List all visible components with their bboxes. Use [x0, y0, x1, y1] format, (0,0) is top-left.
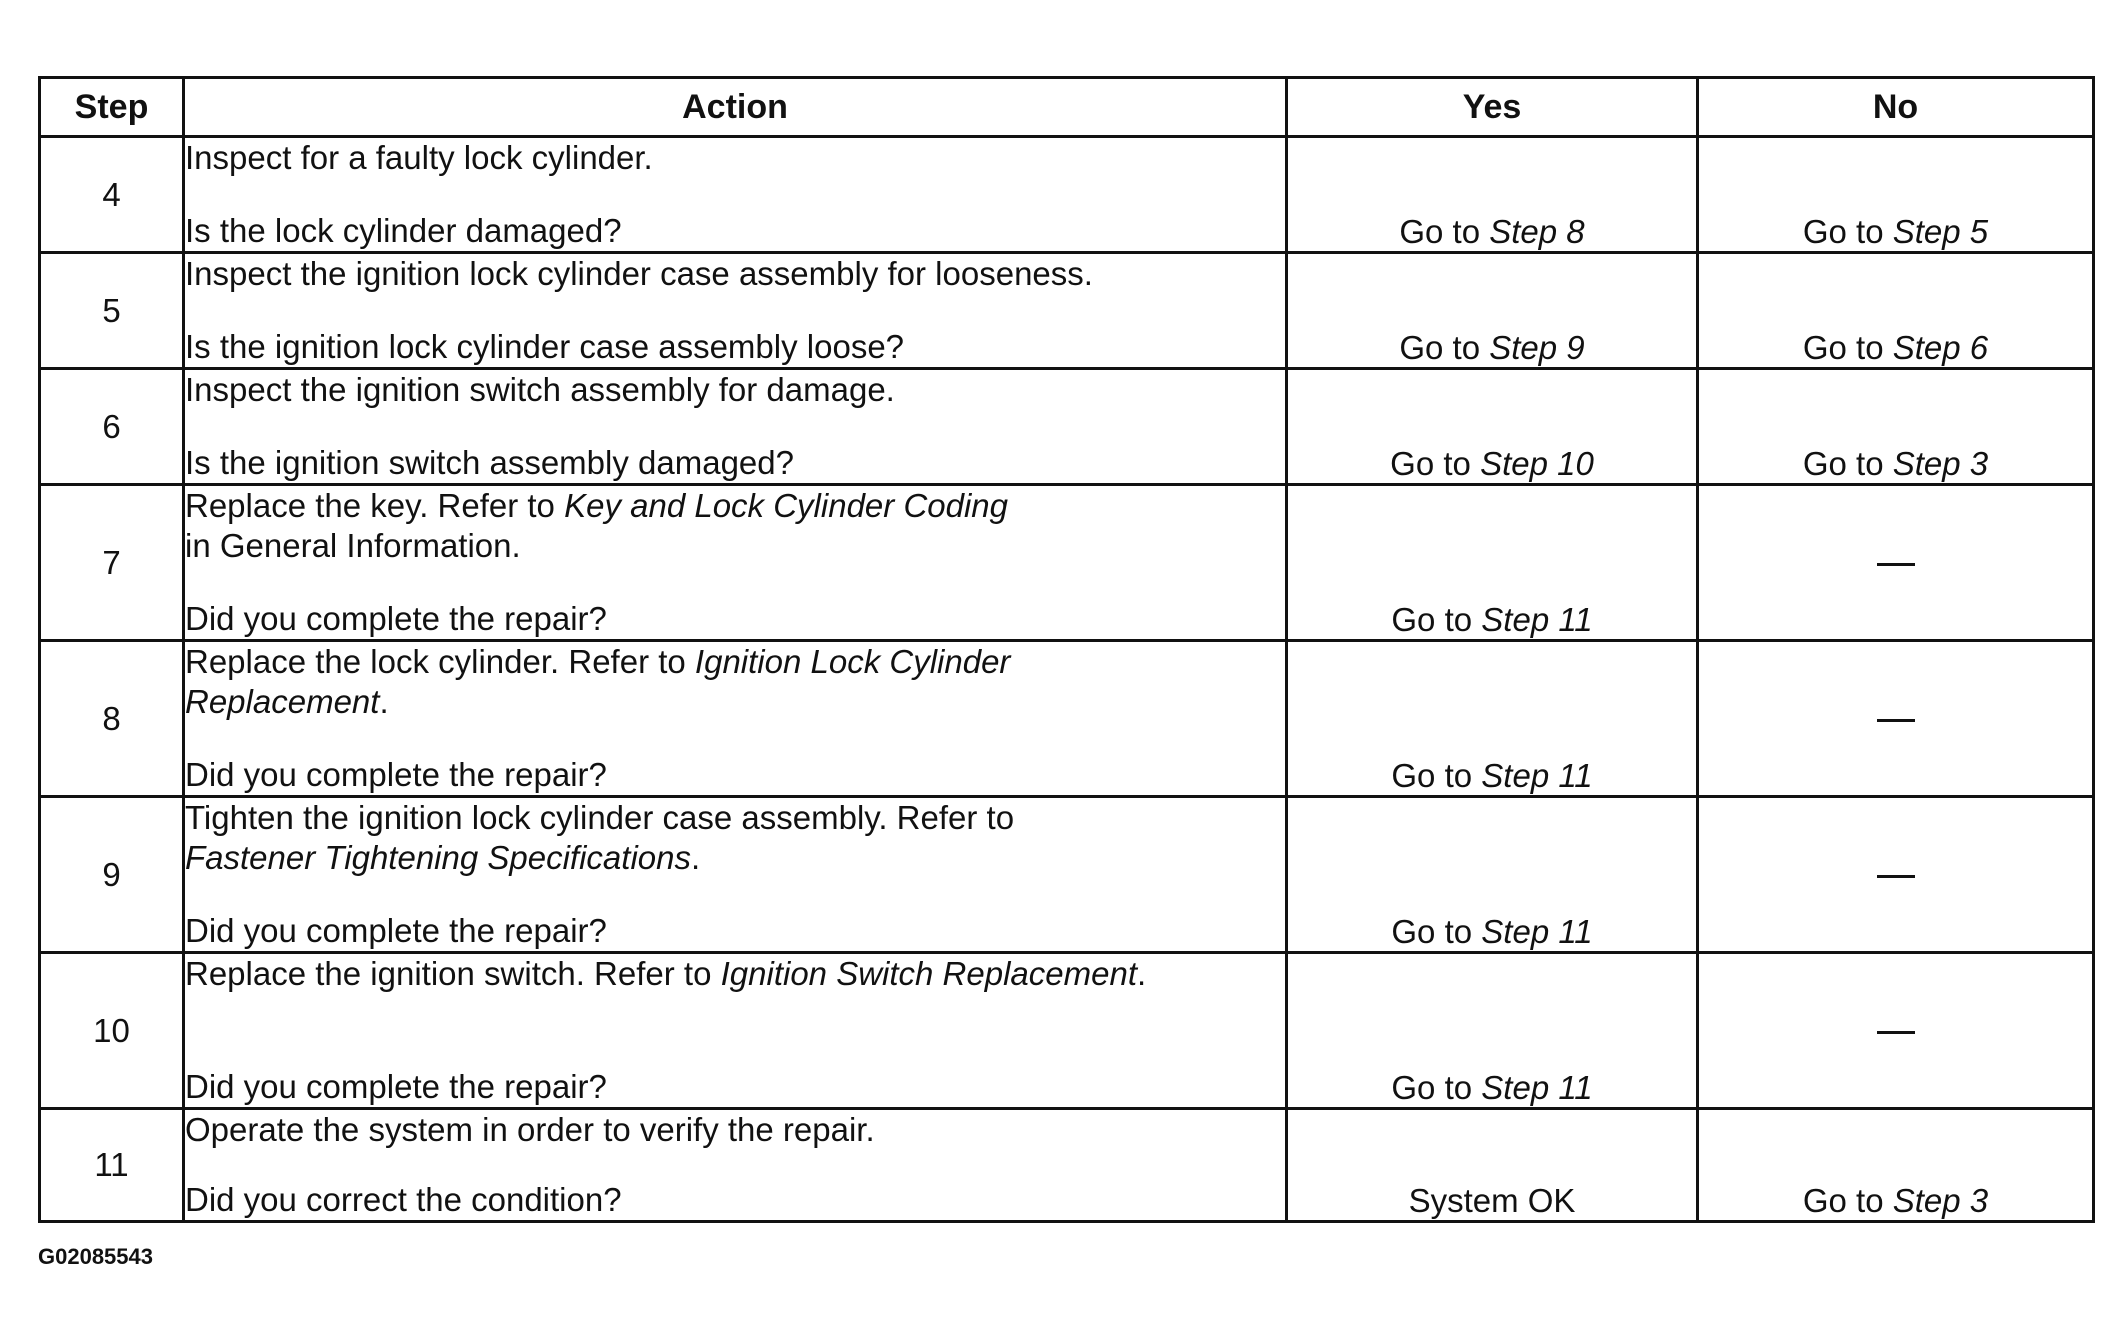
no-step-link: Step 3: [1892, 1182, 1989, 1219]
no-cell: [1698, 369, 2094, 485]
yes-cell: [1287, 641, 1698, 797]
yes-cell: [1287, 485, 1698, 641]
action-question: Is the lock cylinder damaged?: [185, 212, 622, 249]
yes-cell: [1287, 797, 1698, 953]
step-number: 6: [40, 369, 184, 485]
action-text: Inspect the ignition lock cylinder case assembly for looseness.: [185, 255, 1093, 292]
yes-step-link: Step 8: [1489, 213, 1585, 250]
action-text: Replace the ignition switch. Refer to: [185, 955, 721, 992]
action-cell: [184, 369, 1287, 485]
no-cell: [1698, 641, 2094, 797]
action-question: Did you complete the repair?: [185, 912, 607, 949]
action-cell: [184, 797, 1287, 953]
step-number: 10: [40, 953, 184, 1109]
no-text: Go to: [1802, 213, 1893, 250]
figure-id: G02085543: [38, 1244, 153, 1269]
table-row: [40, 1109, 2094, 1222]
action-text: Replace the key. Refer to: [185, 487, 565, 524]
action-instruction: [185, 254, 1285, 294]
action-question: Did you complete the repair?: [185, 600, 607, 637]
yes-step-link: Step 11: [1481, 913, 1593, 950]
yes-text: Go to: [1390, 445, 1481, 482]
action-question: Is the ignition switch assembly damaged?: [185, 444, 794, 481]
dash-mark: [1877, 875, 1915, 878]
action-text: Inspect for a faulty lock cylinder.: [185, 139, 653, 176]
no-step-link: Step 3: [1892, 445, 1989, 482]
yes-text: System OK: [1408, 1182, 1576, 1219]
action-text: Inspect the ignition switch assembly for damage.: [185, 371, 895, 408]
no-step-link: Step 6: [1892, 329, 1989, 366]
diagnostic-table: [38, 76, 2095, 1223]
yes-step-link: Step 11: [1481, 601, 1593, 638]
table-body: [40, 137, 2094, 1222]
header-no: No: [1698, 78, 2094, 137]
action-instruction: [185, 1110, 1285, 1150]
step-number: 7: [40, 485, 184, 641]
yes-cell: [1287, 137, 1698, 253]
dash-mark: [1877, 719, 1915, 722]
yes-cell: [1287, 1109, 1698, 1222]
table-header-row: [40, 78, 2094, 137]
action-text: .: [379, 683, 389, 720]
step-number: 9: [40, 797, 184, 953]
step-number: 11: [40, 1109, 184, 1222]
step-number: 4: [40, 137, 184, 253]
header-yes: Yes: [1287, 78, 1698, 137]
dash-mark: [1877, 563, 1915, 566]
yes-cell: [1287, 369, 1698, 485]
table-row: [40, 253, 2094, 369]
yes-text: Go to: [1399, 329, 1490, 366]
header-action: Action: [184, 78, 1287, 137]
yes-text: Go to: [1391, 1069, 1482, 1106]
action-reference: Fastener Tightening Specifications: [185, 839, 691, 876]
action-question: Is the ignition lock cylinder case assembly loose?: [185, 328, 905, 365]
step-number: 5: [40, 253, 184, 369]
yes-step-link: Step 10: [1480, 445, 1594, 482]
yes-text: Go to: [1391, 601, 1482, 638]
table-row: [40, 485, 2094, 641]
no-text: Go to: [1802, 329, 1893, 366]
no-cell: [1698, 953, 2094, 1109]
header-step: Step: [40, 78, 184, 137]
action-text: .: [691, 839, 701, 876]
action-reference: Ignition Switch Replacement: [720, 955, 1137, 992]
action-instruction: [185, 138, 1285, 178]
diagnostic-table-container: [38, 76, 2092, 1223]
action-reference: Key and Lock Cylinder Coding: [564, 487, 1009, 524]
action-text: Tighten the ignition lock cylinder case assembly. Refer to: [185, 799, 1015, 836]
action-cell: [184, 137, 1287, 253]
yes-step-link: Step 11: [1481, 1069, 1593, 1106]
action-question: Did you complete the repair?: [185, 756, 607, 793]
yes-text: Go to: [1391, 913, 1482, 950]
action-question: Did you complete the repair?: [185, 1068, 607, 1105]
yes-step-link: Step 9: [1489, 329, 1585, 366]
table-row: [40, 953, 2094, 1109]
no-text: Go to: [1802, 1182, 1893, 1219]
yes-step-link: Step 11: [1481, 757, 1593, 794]
no-cell: [1698, 1109, 2094, 1222]
action-cell: [184, 485, 1287, 641]
action-text: Replace the lock cylinder. Refer to: [185, 643, 695, 680]
step-number: 8: [40, 641, 184, 797]
action-reference: Ignition Lock Cylinder Replacement: [185, 643, 1011, 720]
action-cell: [184, 1109, 1287, 1222]
action-instruction: [185, 370, 1285, 410]
no-cell: [1698, 137, 2094, 253]
action-text: Operate the system in order to verify the repair.: [185, 1111, 875, 1148]
action-question: Did you correct the condition?: [185, 1181, 622, 1218]
yes-cell: [1287, 953, 1698, 1109]
action-cell: [184, 253, 1287, 369]
action-instruction: [185, 642, 1285, 722]
action-text: .: [1137, 955, 1147, 992]
action-text: in General Information.: [185, 527, 521, 564]
yes-text: Go to: [1399, 213, 1490, 250]
yes-text: Go to: [1391, 757, 1482, 794]
no-step-link: Step 5: [1892, 213, 1989, 250]
no-cell: [1698, 485, 2094, 641]
no-text: Go to: [1802, 445, 1893, 482]
action-instruction: [185, 954, 1285, 994]
no-cell: [1698, 797, 2094, 953]
dash-mark: [1877, 1031, 1915, 1034]
action-cell: [184, 641, 1287, 797]
no-cell: [1698, 253, 2094, 369]
table-row: [40, 797, 2094, 953]
table-row: [40, 641, 2094, 797]
table-row: [40, 137, 2094, 253]
yes-cell: [1287, 253, 1698, 369]
table-row: [40, 369, 2094, 485]
action-cell: [184, 953, 1287, 1109]
action-instruction: [185, 486, 1285, 566]
action-instruction: [185, 798, 1285, 878]
